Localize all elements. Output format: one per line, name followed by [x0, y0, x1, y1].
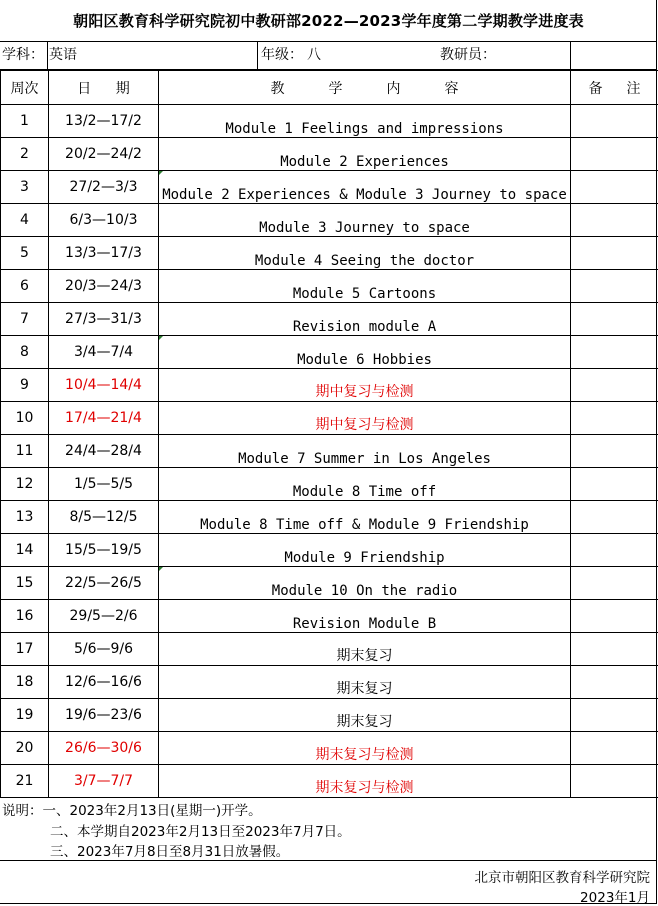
content-cell [159, 732, 571, 765]
content-cell [159, 237, 571, 270]
content-cell [159, 270, 571, 303]
table-row [1, 105, 658, 138]
date-cell: 13/3—17/3 [49, 237, 159, 270]
footer-date: 2023年1月 [580, 886, 650, 906]
content-cell [159, 336, 571, 369]
table-row [1, 402, 658, 435]
week-cell: 3 [1, 171, 49, 204]
date-cell: 15/5—19/5 [49, 534, 159, 567]
content-text: Module 2 Experiences [280, 154, 449, 170]
date-cell: 19/6—23/6 [49, 699, 159, 732]
content-text: Module 8 Time off [293, 484, 436, 500]
note-cell [571, 501, 658, 534]
table-row [1, 237, 658, 270]
table-row [1, 534, 658, 567]
week-cell: 1 [1, 105, 49, 138]
note-cell [571, 270, 658, 303]
content-text: 期中复习与检测 [316, 384, 414, 400]
subject-label: 学科： [2, 42, 44, 69]
week-cell: 5 [1, 237, 49, 270]
content-text: 期末复习 [337, 681, 393, 697]
note-cell [571, 105, 658, 138]
cell-marker [159, 171, 163, 175]
page-title: 朝阳区教育科学研究院初中教研部2022—2023学年度第二学期教学进度表 [0, 0, 657, 42]
table-header-row [1, 71, 658, 105]
info-row [0, 42, 657, 70]
teacher-label: 教研员： [440, 42, 496, 69]
header-content-char: 容 [445, 78, 459, 98]
note-line: 三、2023年7月8日至8月31日放暑假。 [50, 840, 289, 860]
note-cell [571, 204, 658, 237]
week-cell: 17 [1, 633, 49, 666]
info-divider [570, 42, 571, 69]
content-cell [159, 534, 571, 567]
content-cell [159, 468, 571, 501]
content-text: 期末复习 [337, 714, 393, 730]
content-text: Revision module A [293, 319, 436, 335]
note-cell [571, 600, 658, 633]
date-cell: 20/3—24/3 [49, 270, 159, 303]
week-cell: 15 [1, 567, 49, 600]
content-text: Module 8 Time off & Module 9 Friendship [200, 517, 529, 533]
week-cell: 8 [1, 336, 49, 369]
content-text: Module 5 Cartoons [293, 286, 436, 302]
content-text: Module 1 Feelings and impressions [225, 121, 503, 137]
week-cell: 20 [1, 732, 49, 765]
footer-org: 北京市朝阳区教育科学研究院 [475, 866, 651, 886]
note-cell [571, 699, 658, 732]
content-cell [159, 765, 571, 798]
content-cell [159, 402, 571, 435]
content-text: 期末复习与检测 [316, 747, 414, 763]
week-cell: 16 [1, 600, 49, 633]
content-cell [159, 567, 571, 600]
note-cell [571, 765, 658, 798]
table-row [1, 204, 658, 237]
week-cell: 9 [1, 369, 49, 402]
date-cell: 3/4—7/4 [49, 336, 159, 369]
content-cell [159, 303, 571, 336]
content-text: Module 3 Journey to space [259, 220, 470, 236]
date-cell: 29/5—2/6 [49, 600, 159, 633]
note-cell [571, 336, 658, 369]
week-cell: 11 [1, 435, 49, 468]
table-row [1, 435, 658, 468]
date-cell: 17/4—21/4 [49, 402, 159, 435]
note-line: 二、本学期自2023年2月13日至2023年7月7日。 [50, 820, 351, 840]
table-row [1, 633, 658, 666]
content-text: 期末复习与检测 [316, 780, 414, 796]
date-cell: 6/3—10/3 [49, 204, 159, 237]
content-text: Module 7 Summer in Los Angeles [238, 451, 491, 467]
week-cell: 12 [1, 468, 49, 501]
content-text: 期末复习 [337, 648, 393, 664]
table-row [1, 765, 658, 798]
content-cell [159, 204, 571, 237]
content-text: Module 9 Friendship [284, 550, 444, 566]
content-cell [159, 171, 571, 204]
content-text: Revision Module B [293, 616, 436, 632]
header-date: 日 期 [49, 71, 159, 105]
week-cell: 4 [1, 204, 49, 237]
table-row [1, 501, 658, 534]
table-row [1, 600, 658, 633]
date-cell: 8/5—12/5 [49, 501, 159, 534]
table-row [1, 369, 658, 402]
content-cell [159, 435, 571, 468]
week-cell: 7 [1, 303, 49, 336]
date-cell: 27/2—3/3 [49, 171, 159, 204]
grade-value: 八 [307, 42, 321, 69]
cell-marker [159, 567, 163, 571]
header-note-char: 备 [589, 78, 603, 98]
header-content-char: 学 [329, 78, 343, 98]
grade-label: 年级： [261, 42, 303, 69]
week-cell: 18 [1, 666, 49, 699]
content-cell [159, 105, 571, 138]
table-row [1, 303, 658, 336]
date-cell: 24/4—28/4 [49, 435, 159, 468]
content-cell [159, 666, 571, 699]
date-cell: 20/2—24/2 [49, 138, 159, 171]
content-text: 期中复习与检测 [316, 417, 414, 433]
note-cell [571, 534, 658, 567]
table-row [1, 699, 658, 732]
content-cell [159, 138, 571, 171]
note-cell [571, 666, 658, 699]
table-row [1, 138, 658, 171]
info-divider [257, 42, 258, 69]
header-note-char: 注 [627, 78, 641, 98]
week-cell: 21 [1, 765, 49, 798]
note-cell [571, 732, 658, 765]
table-row [1, 336, 658, 369]
note-cell [571, 402, 658, 435]
table-row [1, 171, 658, 204]
note-cell [571, 237, 658, 270]
table-row [1, 732, 658, 765]
note-cell [571, 567, 658, 600]
table-row [1, 270, 658, 303]
date-cell: 13/2—17/2 [49, 105, 159, 138]
week-cell: 6 [1, 270, 49, 303]
content-text: Module 2 Experiences & Module 3 Journey to space [162, 187, 567, 203]
date-cell: 22/5—26/5 [49, 567, 159, 600]
table-row [1, 468, 658, 501]
note-cell [571, 303, 658, 336]
week-cell: 14 [1, 534, 49, 567]
content-cell [159, 600, 571, 633]
week-cell: 2 [1, 138, 49, 171]
week-cell: 13 [1, 501, 49, 534]
header-content-char: 内 [387, 78, 401, 98]
notes-section [0, 797, 657, 861]
date-cell: 5/6—9/6 [49, 633, 159, 666]
info-divider [47, 42, 48, 69]
note-cell [571, 171, 658, 204]
schedule-table [0, 70, 658, 798]
header-note [571, 71, 658, 105]
note-cell [571, 435, 658, 468]
content-text: Module 4 Seeing the doctor [255, 253, 474, 269]
note-cell [571, 633, 658, 666]
note-cell [571, 468, 658, 501]
note-cell [571, 369, 658, 402]
week-cell: 10 [1, 402, 49, 435]
date-cell: 1/5—5/5 [49, 468, 159, 501]
note-line: 说明：一、2023年2月13日(星期一)开学。 [2, 799, 262, 819]
content-text: Module 6 Hobbies [297, 352, 432, 368]
date-cell: 3/7—7/7 [49, 765, 159, 798]
date-cell: 12/6—16/6 [49, 666, 159, 699]
header-content-char: 教 [271, 78, 285, 98]
content-cell [159, 501, 571, 534]
note-cell [571, 138, 658, 171]
week-cell: 19 [1, 699, 49, 732]
subject-value: 英语 [49, 42, 77, 69]
content-cell [159, 699, 571, 732]
content-cell [159, 369, 571, 402]
table-row [1, 666, 658, 699]
date-cell: 10/4—14/4 [49, 369, 159, 402]
header-week: 周次 [1, 71, 49, 105]
header-content [159, 71, 571, 105]
date-cell: 26/6—30/6 [49, 732, 159, 765]
date-cell: 27/3—31/3 [49, 303, 159, 336]
table-row [1, 567, 658, 600]
content-cell [159, 633, 571, 666]
content-text: Module 10 On the radio [272, 583, 457, 599]
cell-marker [159, 336, 163, 340]
